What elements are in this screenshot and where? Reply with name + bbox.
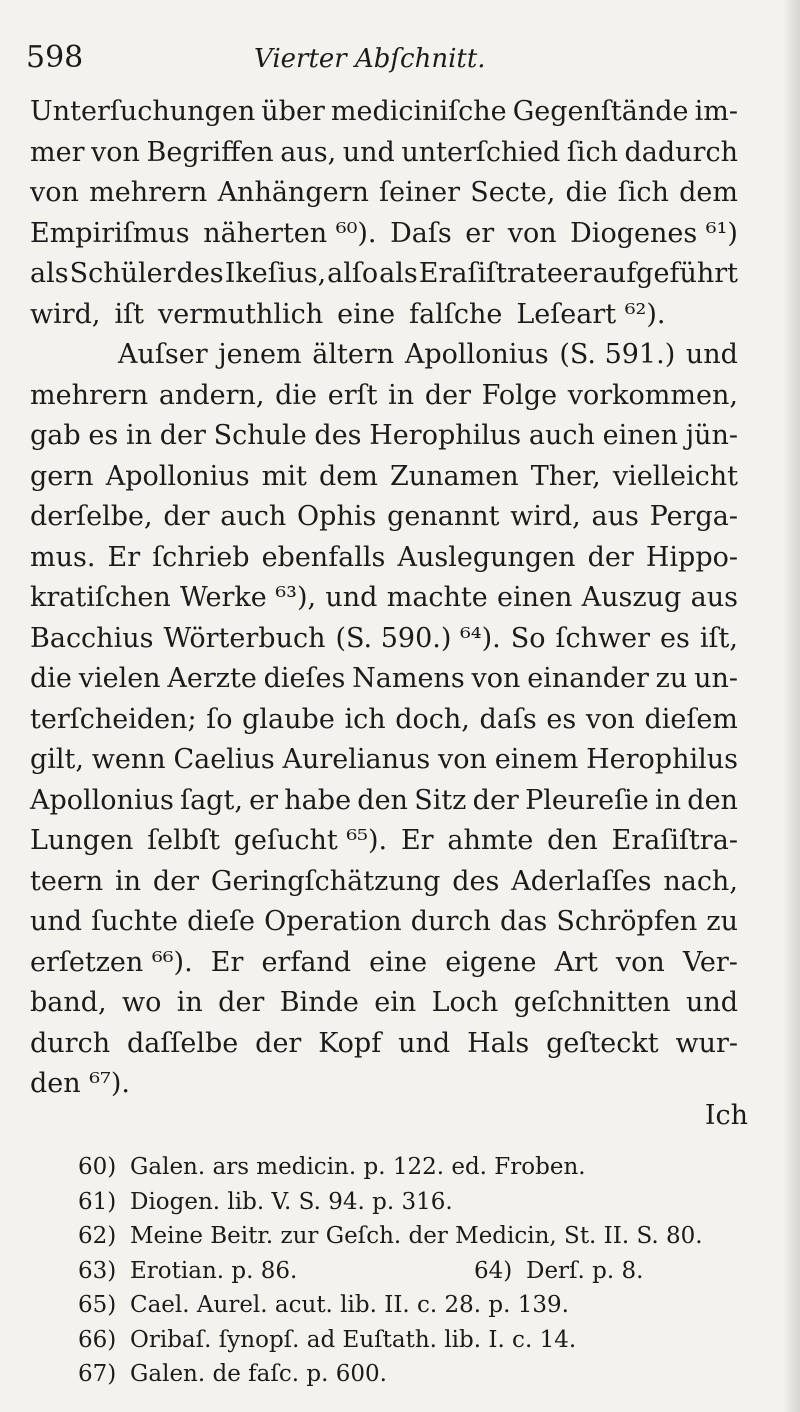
text-line [30, 538, 738, 579]
word: nach, [663, 865, 738, 897]
footnote-number: 63) [78, 1257, 117, 1284]
word: terſcheiden; [30, 703, 197, 735]
word: eine [337, 298, 396, 330]
word: den [547, 825, 598, 856]
word: es [88, 420, 119, 451]
page-header [26, 40, 760, 80]
word: vielleicht [612, 460, 738, 492]
footnote [78, 1288, 778, 1323]
text-line [30, 821, 738, 862]
word: den ⁶⁷). [30, 1068, 130, 1099]
word: wird, [510, 501, 581, 532]
word: vermuthlich [158, 298, 324, 330]
word: Wörterbuch [163, 622, 326, 654]
word: andern, [158, 379, 265, 411]
word: aus, [280, 136, 337, 168]
word: Schüler [69, 258, 176, 289]
word: der [255, 1027, 302, 1059]
word: Eraſiſtra- [611, 825, 738, 856]
word: Apollonius [404, 339, 549, 370]
word: und [30, 906, 83, 937]
word: in [114, 865, 141, 897]
word: der [163, 501, 210, 532]
word: iſt [114, 298, 145, 330]
word: mehrern [30, 379, 149, 411]
word: aufgeführt [592, 258, 738, 289]
word: wenn [91, 744, 166, 775]
footnote-number: 67) [78, 1361, 117, 1387]
text-line [30, 983, 738, 1024]
word: zu [706, 906, 738, 937]
word: von [91, 136, 140, 168]
word: Apollonius [30, 784, 174, 816]
word: Empiriſmus [30, 217, 190, 249]
text-line [30, 376, 738, 417]
word: machte [386, 582, 488, 613]
word: aus [591, 501, 639, 532]
word: in [655, 784, 682, 816]
word: wird, [30, 298, 101, 330]
word: dieſem [644, 703, 738, 735]
word: ſich [566, 136, 618, 168]
footnote-number: 66) [78, 1326, 117, 1353]
word: erſt [327, 379, 378, 411]
word: (S. 590.) ⁶⁴). [335, 622, 501, 654]
word: einen [497, 582, 573, 613]
word: er [465, 217, 495, 249]
word: dem [679, 177, 738, 208]
word: habe [284, 784, 352, 816]
word: in [125, 420, 153, 451]
word: ebenfalls [261, 541, 386, 573]
word: Auslegungen [397, 541, 576, 573]
word: mediciniſche [330, 96, 507, 127]
word: Secte, [470, 177, 556, 208]
text-line [30, 902, 738, 943]
word: Loch [431, 987, 499, 1018]
word: Art [554, 946, 598, 978]
word: alſo [327, 258, 379, 289]
word: des [176, 258, 224, 289]
word: von [438, 744, 487, 775]
word: von [471, 663, 521, 694]
word: Binde [279, 987, 359, 1018]
word: eine [369, 946, 428, 978]
footnotes [78, 1150, 778, 1392]
word: und [685, 339, 738, 370]
text-line [30, 862, 738, 903]
word: Begriffen [146, 136, 274, 168]
footnote-text: Meine Beitr. zur Geſch. der Medicin, St. II. S. 80. [130, 1223, 703, 1249]
word: dem [318, 460, 378, 492]
page-edge-shadow [782, 0, 800, 1412]
word: Hippo- [645, 541, 738, 573]
word: dieſes [263, 663, 346, 694]
word: Herophilus [586, 744, 738, 775]
word: ſo [206, 703, 233, 735]
word: von [507, 217, 557, 249]
footnote-text: Erotian. p. 86. [130, 1257, 298, 1284]
word: näherten ⁶⁰). [203, 217, 377, 249]
word: und [342, 136, 395, 168]
word: Schule [213, 420, 307, 451]
word: Bacchius [30, 622, 154, 654]
text-line [30, 457, 738, 498]
word: im- [694, 96, 738, 127]
footnote [78, 1254, 778, 1289]
word: dieſe [187, 906, 255, 937]
word: Apollonius [105, 460, 250, 492]
word: der [587, 541, 634, 573]
word: Namens [352, 663, 465, 694]
word: iſt, [699, 622, 738, 654]
text-line [30, 659, 738, 700]
text-line [30, 740, 738, 781]
word: Ver- [682, 946, 738, 978]
word: von [615, 946, 665, 978]
word: vorkommen, [567, 379, 738, 411]
body-text [30, 92, 738, 1105]
word: Diogenes ⁶¹) [570, 217, 738, 249]
word: einen [602, 420, 678, 451]
word: Aurelianus [282, 744, 431, 775]
word: als [379, 258, 418, 289]
word: der [472, 784, 519, 816]
footnote [78, 1185, 778, 1220]
word: mer [30, 136, 85, 168]
word: des [452, 865, 500, 897]
word: gab [30, 420, 81, 451]
footnote [78, 1219, 778, 1254]
word: jenem [218, 339, 302, 370]
word: Daſs [390, 217, 452, 249]
word: zu [655, 663, 688, 694]
text-line [30, 335, 738, 376]
word: jün- [685, 420, 738, 451]
word: auch [220, 501, 287, 532]
text-line [30, 416, 738, 457]
word: über [261, 96, 325, 127]
text-line [30, 497, 738, 538]
word: ſuchte [91, 906, 178, 937]
word: doch, [395, 703, 470, 735]
word: falſche [409, 298, 503, 330]
text-line [30, 133, 738, 174]
word: unterſchied [401, 136, 561, 168]
word: mus. [30, 541, 96, 573]
word: erſetzen ⁶⁶). [30, 946, 193, 978]
word: Leſeart ⁶²). [516, 298, 666, 330]
word: band, [30, 987, 107, 1018]
footnote [78, 1150, 778, 1185]
word: der [424, 379, 471, 411]
word: Operation [264, 906, 402, 937]
text-line [30, 92, 738, 133]
word: es [660, 622, 690, 654]
word: den [357, 784, 408, 816]
word: auch [528, 420, 595, 451]
text-line [30, 619, 738, 660]
word: So [510, 622, 546, 654]
word: wo [122, 987, 162, 1018]
word: ſeiner [379, 177, 461, 208]
word: die [275, 379, 318, 411]
word: Perga- [649, 501, 738, 532]
word: die [565, 177, 608, 208]
word: Auszug [581, 582, 682, 613]
text-line [30, 214, 738, 255]
word: Herophilus [369, 420, 522, 451]
word: der [218, 987, 265, 1018]
word: in [388, 379, 415, 411]
word: Folge [481, 379, 558, 411]
word: Er [210, 946, 244, 978]
running-head: Vierter Abſchnitt. [254, 44, 486, 74]
word: in [176, 987, 203, 1018]
word: das [500, 906, 548, 937]
word: ältern [312, 339, 395, 370]
word: Ikeſius, [224, 258, 327, 289]
text-line [30, 1064, 738, 1105]
text-line [30, 295, 738, 336]
text-line [30, 173, 738, 214]
word: geſchnitten [513, 987, 671, 1018]
word: Anhängern [217, 177, 369, 208]
word: Caelius [173, 744, 275, 775]
word: und [685, 987, 738, 1018]
page-number: 598 [26, 40, 84, 75]
word: Gegenſtände [512, 96, 689, 127]
footnote-number: 61) [78, 1188, 117, 1215]
word: vielen [78, 663, 161, 694]
word: und [325, 582, 378, 613]
footnote-text: Derſ. p. 8. [526, 1257, 644, 1284]
word: der [159, 420, 206, 451]
word: einander [527, 663, 649, 694]
text-line [30, 943, 738, 984]
word: gern [30, 460, 94, 492]
word: Zunamen [390, 460, 519, 492]
word: Schröpfen [556, 906, 698, 937]
word: glaube [242, 703, 335, 735]
word: genannt [387, 501, 500, 532]
word: Werke ⁶³), [180, 582, 317, 613]
word: derſelbe, [30, 501, 153, 532]
word: ſchwer [555, 622, 651, 654]
word: Sitz [414, 784, 467, 816]
word: ich [344, 703, 386, 735]
text-line [30, 578, 738, 619]
word: dadurch [624, 136, 738, 168]
word: Er [400, 825, 434, 856]
word: Hals [467, 1027, 530, 1059]
footnote-text: Galen. ars medicin. p. 122. ed. Froben. [130, 1154, 586, 1180]
word: ſelbſt [147, 825, 220, 856]
word: wur- [675, 1027, 738, 1059]
word: Ther, [530, 460, 601, 492]
word: teern [30, 865, 104, 897]
word: geſucht ⁶⁵). [233, 825, 388, 856]
word: Er [107, 541, 141, 573]
word: ſchrieb [152, 541, 250, 573]
word: Geringſchätzung [210, 865, 441, 897]
word: den [687, 784, 738, 816]
word: von [30, 177, 79, 208]
word: daſſelbe [127, 1027, 239, 1059]
word: geſteckt [546, 1027, 659, 1059]
word: Aderlaſſes [511, 865, 652, 897]
footnote-text: Oribaſ. ſynopſ. ad Euſtath. lib. I. c. 14. [130, 1326, 577, 1353]
word: erfand [261, 946, 352, 978]
word: Kopf [318, 1027, 382, 1059]
footnote-text: Cael. Aurel. acut. lib. II. c. 28. p. 139. [130, 1292, 569, 1318]
word: gilt, [30, 744, 84, 775]
text-line [30, 1024, 738, 1065]
catchword: Ich [704, 1100, 748, 1131]
footnote [78, 1357, 778, 1392]
footnote-text: Diogen. lib. V. S. 94. p. 316. [130, 1188, 453, 1215]
word: durch [30, 1027, 111, 1059]
word: ſagt, [180, 784, 243, 816]
word: eigene [445, 946, 537, 978]
word: einem [494, 744, 579, 775]
word: Pleureſie [525, 784, 649, 816]
word: und [398, 1027, 451, 1059]
word: daſs [479, 703, 537, 735]
word: mit [261, 460, 307, 492]
word: Unterſuchungen [30, 96, 256, 127]
footnote-number: 65) [78, 1292, 117, 1318]
text-line [30, 254, 738, 295]
footnote-number: 64) [474, 1257, 513, 1284]
word: Ophis [297, 501, 377, 532]
word: von [585, 703, 635, 735]
word: ſich [617, 177, 669, 208]
word: un- [694, 663, 738, 694]
word: der [152, 865, 200, 897]
word: aus [690, 582, 738, 613]
word: Aerzte [167, 663, 257, 694]
word: Eraſiſtrateer [418, 258, 592, 289]
text-line [30, 700, 738, 741]
text-line [30, 781, 738, 822]
word: (S. 591.) [559, 339, 676, 370]
word: des [314, 420, 362, 451]
word: ahmte [447, 825, 534, 856]
word: die [30, 663, 72, 694]
word: Auſser [118, 339, 208, 370]
word: Lungen [30, 825, 134, 856]
word: als [30, 258, 69, 289]
footnote-number: 60) [78, 1154, 117, 1180]
word: ein [374, 987, 417, 1018]
word: er [249, 784, 279, 816]
footnote-number: 62) [78, 1223, 117, 1249]
word: durch [410, 906, 491, 937]
word: mehrern [89, 177, 208, 208]
word: es [546, 703, 577, 735]
footnote-text: Galen. de faſc. p. 600. [130, 1361, 387, 1387]
footnote [78, 1323, 778, 1358]
word: kratiſchen [30, 582, 171, 613]
